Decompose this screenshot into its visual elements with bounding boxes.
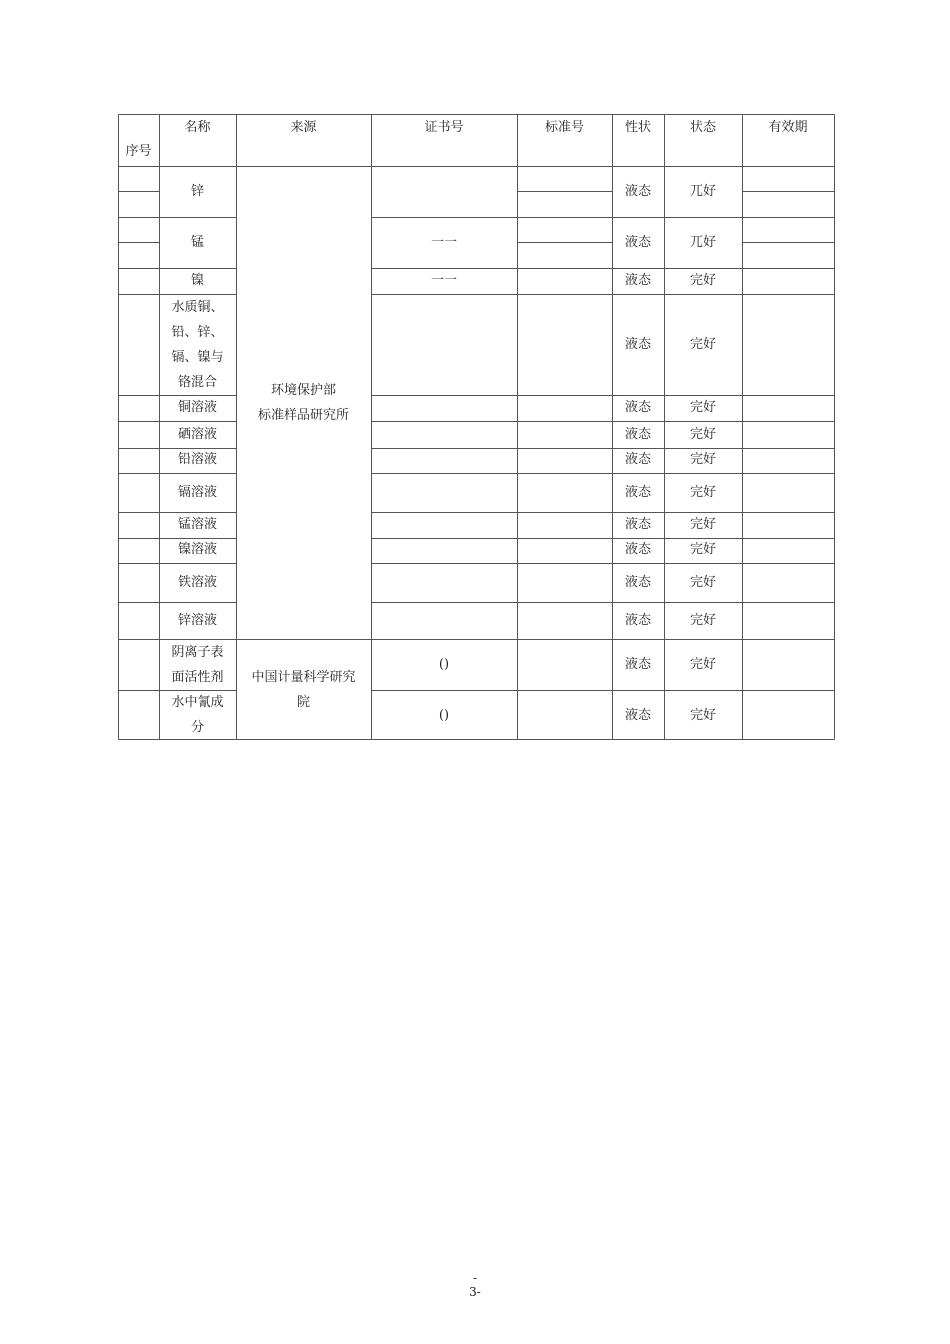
row-state-text: 兀好 xyxy=(689,184,716,199)
row-state xyxy=(664,421,742,448)
header-property-text: 性状 xyxy=(624,119,651,135)
row-state-text: 完好 xyxy=(689,707,716,723)
row-state xyxy=(664,448,742,473)
row-name xyxy=(159,448,236,473)
row-property xyxy=(612,690,664,740)
header-source xyxy=(236,114,371,140)
row-property-text: 液态 xyxy=(624,657,651,672)
header-property xyxy=(612,114,664,140)
row-property xyxy=(612,268,664,294)
row-name-text: 铅溶液 xyxy=(177,452,217,467)
row-state xyxy=(664,563,742,602)
row-state xyxy=(664,538,742,563)
header-cert-no xyxy=(371,114,517,140)
row-property-text: 液态 xyxy=(624,485,651,500)
row-property xyxy=(612,395,664,421)
row-property-text: 液态 xyxy=(624,427,651,442)
row-name-text: 水中氰成 分 xyxy=(171,695,224,735)
row-state xyxy=(664,690,742,740)
row-property-text: 液态 xyxy=(624,184,651,199)
header-validity-text: 有效期 xyxy=(768,119,808,135)
row-cert-no-text: 一一 xyxy=(430,235,457,250)
row-property xyxy=(612,602,664,639)
row-state-text: 完好 xyxy=(689,427,716,442)
row-property-text: 液态 xyxy=(624,517,651,532)
row-name xyxy=(159,294,236,395)
row-name-text: 锰 xyxy=(190,235,204,250)
row-property xyxy=(612,512,664,538)
row-name-text: 锌 xyxy=(190,184,204,199)
row-state xyxy=(664,166,742,217)
header-source-text: 来源 xyxy=(290,119,317,135)
row-name xyxy=(159,602,236,639)
row-state xyxy=(664,294,742,395)
row-property xyxy=(612,166,664,217)
row-state-text: 完好 xyxy=(689,452,716,467)
row-name-text: 硒溶液 xyxy=(177,427,217,442)
row-state-text: 完好 xyxy=(689,485,716,500)
source-nim xyxy=(236,639,371,740)
row-state-text: 兀好 xyxy=(689,235,716,250)
row-property xyxy=(612,217,664,268)
row-property-text: 液态 xyxy=(624,575,651,590)
row-name xyxy=(159,512,236,538)
row-state xyxy=(664,395,742,421)
row-name xyxy=(159,473,236,512)
row-name-text: 镍溶液 xyxy=(177,542,217,557)
row-name xyxy=(159,217,236,268)
row-property xyxy=(612,538,664,563)
row-property-text: 液态 xyxy=(624,400,651,415)
row-name-text: 镉溶液 xyxy=(177,485,217,500)
header-state xyxy=(664,114,742,140)
row-property xyxy=(612,473,664,512)
footer-dash: - xyxy=(472,1271,478,1285)
header-name xyxy=(159,114,236,140)
row-cert-no-text: 一一 xyxy=(430,273,457,288)
row-cert-no xyxy=(371,217,517,268)
row-state xyxy=(664,268,742,294)
row-property-text: 液态 xyxy=(624,452,651,467)
row-property-text: 液态 xyxy=(624,235,651,250)
row-name-text: 铁溶液 xyxy=(177,575,217,590)
row-property-text: 液态 xyxy=(624,707,651,723)
row-state xyxy=(664,473,742,512)
header-cert-no-text: 证书号 xyxy=(424,119,464,135)
row-name-text: 锰溶液 xyxy=(177,517,217,532)
source-mep-text: 环境保护部 标准样品研究所 xyxy=(257,382,349,423)
row-state xyxy=(664,512,742,538)
row-name-text: 镍 xyxy=(190,273,204,288)
row-name-text: 铜溶液 xyxy=(177,400,217,415)
page-number: 3- xyxy=(469,1285,481,1299)
row-property xyxy=(612,448,664,473)
row-state xyxy=(664,602,742,639)
header-seq-text: 序号 xyxy=(125,144,152,159)
row-name xyxy=(159,639,236,690)
row-state-text: 完好 xyxy=(689,400,716,415)
row-state-text: 完好 xyxy=(689,337,716,352)
row-property xyxy=(612,421,664,448)
row-name xyxy=(159,690,236,740)
row-property-text: 液态 xyxy=(624,337,651,352)
row-name-text: 阴离子表 面活性剂 xyxy=(171,644,224,685)
row-state xyxy=(664,639,742,690)
row-state xyxy=(664,217,742,268)
header-seq xyxy=(118,114,159,166)
header-state-text: 状态 xyxy=(689,119,716,135)
header-std-no xyxy=(517,114,612,140)
row-state-text: 完好 xyxy=(689,542,716,557)
row-state-text: 完好 xyxy=(689,657,716,672)
row-property xyxy=(612,639,664,690)
row-name xyxy=(159,166,236,217)
row-name xyxy=(159,268,236,294)
row-state-text: 完好 xyxy=(689,613,716,628)
row-name xyxy=(159,421,236,448)
row-property-text: 液态 xyxy=(624,542,651,557)
reference-materials-table xyxy=(118,114,835,740)
row-state-text: 完好 xyxy=(689,273,716,288)
row-name-text: 锌溶液 xyxy=(177,613,217,628)
row-property xyxy=(612,563,664,602)
row-property-text: 液态 xyxy=(624,273,651,288)
row-state-text: 完好 xyxy=(689,517,716,532)
row-cert-no xyxy=(371,690,517,740)
row-property-text: 液态 xyxy=(624,613,651,628)
row-cert-no-text: () xyxy=(438,657,450,672)
header-name-text: 名称 xyxy=(184,119,211,135)
row-name-text: 水质铜、 铅、锌、 镉、镍与 铬混合 xyxy=(171,299,224,390)
header-validity xyxy=(742,114,834,140)
row-name xyxy=(159,538,236,563)
header-std-no-text: 标准号 xyxy=(544,119,584,135)
source-mep xyxy=(236,266,371,539)
row-name xyxy=(159,563,236,602)
row-cert-no xyxy=(371,639,517,690)
row-cert-no xyxy=(371,268,517,294)
row-name xyxy=(159,395,236,421)
row-property xyxy=(612,294,664,395)
source-nim-text: 中国计量科学研究 院 xyxy=(251,669,356,710)
row-cert-no-text: () xyxy=(438,707,450,723)
row-state-text: 完好 xyxy=(689,575,716,590)
